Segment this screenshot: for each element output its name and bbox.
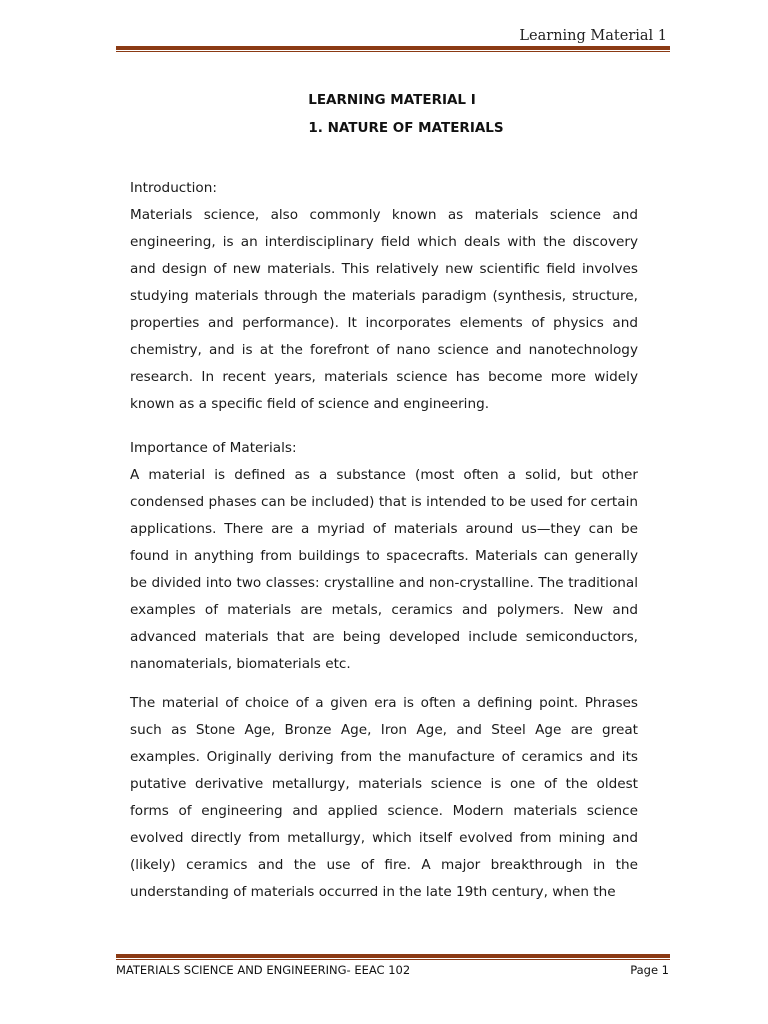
importance-paragraph: A material is defined as a substance (most often a solid, but other condensed phases can be included) that is intended to be used for certain applications. There are a myriad of materials around us—they can be found in anything from buildings to spacecrafts. Materials can generally be divided into two classes: crystalline and non-crystalline. The traditional examples of materials are metals, ceramics and polymers. New and advanced materials that are being developed include semiconductors, nanomaterials, biomaterials etc. [130,467,638,672]
section-heading-introduction: Introduction: [130,180,217,196]
history-section [130,690,638,906]
introduction-paragraph: Materials science, also commonly known as materials science and engineering, is an interdisciplinary field which deals with the discovery and design of new materials. This relatively new scientific field involves studying materials through the materials paradigm (synthesis, structure, properties and performance). It incorporates elements of physics and chemistry, and is at the forefront of nano science and nanotechnology research. In recent years, materials science has become more widely known as a specific field of science and engineering. [130,207,638,412]
header-rule [116,46,670,52]
footer-rule [116,954,670,960]
page-number: Page 1 [630,963,669,977]
running-header: Learning Material 1 [519,28,667,44]
section-heading-importance: Importance of Materials: [130,440,297,456]
footer-course-title: MATERIALS SCIENCE AND ENGINEERING- EEAC 102 [116,963,411,977]
history-paragraph: The material of choice of a given era is often a defining point. Phrases such as Stone Age, Bronze Age, Iron Age, and Steel Age are great examples. Originally deriving from the manufacture of ceramics and its putative derivative metallurgy, materials science is one of the oldest forms of engineering and applied science. Modern materials science evolved directly from metallurgy, which itself evolved from mining and (likely) ceramics and the use of fire. A major breakthrough in the understanding of materials occurred in the late 19th century, when the [130,695,638,900]
chapter-title: 1. NATURE OF MATERIALS [308,120,504,136]
document-title: LEARNING MATERIAL I [308,92,476,108]
introduction-section [130,175,638,418]
importance-section [130,435,638,678]
